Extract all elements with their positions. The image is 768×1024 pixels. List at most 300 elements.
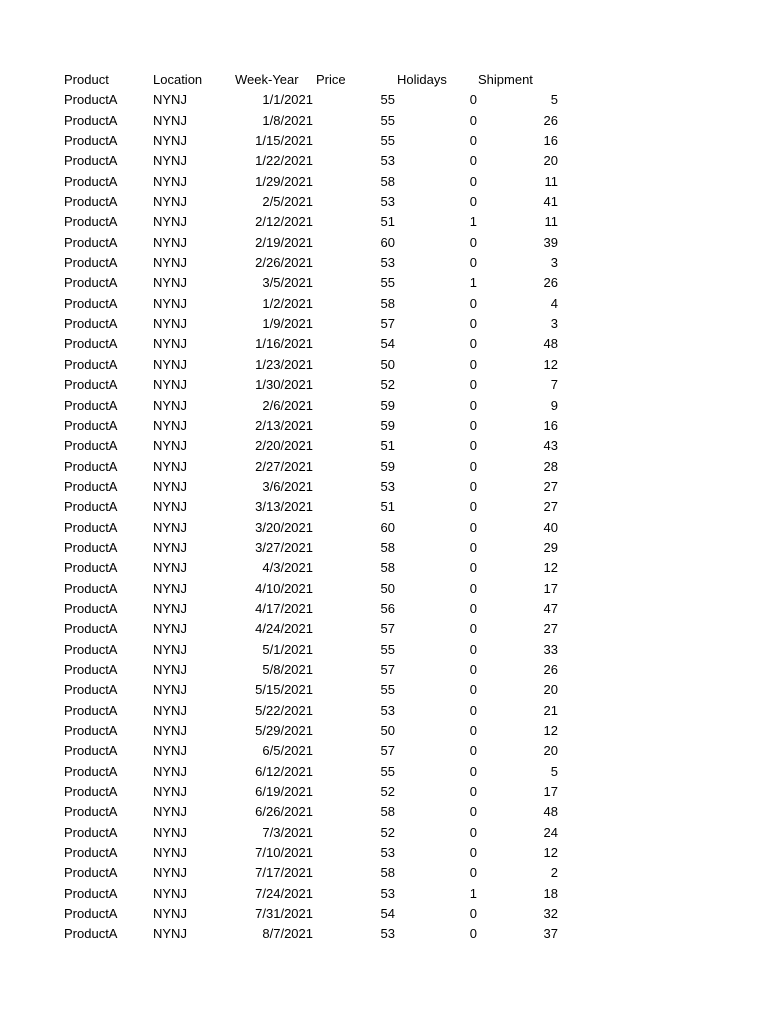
cell-product[interactable]: ProductA <box>64 723 118 738</box>
cell-location[interactable]: NYNJ <box>153 865 187 881</box>
cell-week-year[interactable]: 2/6/2021 <box>262 397 313 413</box>
cell-location[interactable]: NYNJ <box>153 194 187 210</box>
table-row <box>0 762 768 782</box>
cell-location[interactable]: NYNJ <box>153 600 187 616</box>
cell-location[interactable]: NYNJ <box>153 560 187 576</box>
cell-location[interactable]: NYNJ <box>153 438 187 454</box>
header-week-year[interactable]: Week-Year <box>235 72 299 87</box>
cell-price[interactable]: 55 <box>380 92 395 108</box>
cell-price[interactable]: 51 <box>380 438 395 454</box>
cell-price[interactable]: 53 <box>380 885 395 901</box>
cell-location[interactable]: NYNJ <box>153 112 187 128</box>
cell-week-year[interactable]: 6/5/2021 <box>262 743 313 759</box>
cell-shipment[interactable]: 12 <box>543 845 558 861</box>
cell-shipment[interactable]: 3 <box>550 255 558 271</box>
cell-location[interactable]: NYNJ <box>153 356 187 372</box>
cell-holidays[interactable]: 0 <box>469 743 477 759</box>
table-row <box>0 823 768 843</box>
table-row <box>0 843 768 863</box>
cell-holidays[interactable]: 0 <box>469 580 477 596</box>
cell-location[interactable]: NYNJ <box>153 580 187 596</box>
cell-shipment[interactable]: 20 <box>543 153 558 169</box>
cell-week-year[interactable]: 3/20/2021 <box>255 519 313 535</box>
cell-product[interactable]: ProductA <box>64 458 118 474</box>
table-row <box>0 212 768 232</box>
cell-product[interactable]: ProductA <box>64 214 118 230</box>
cell-location[interactable]: NYNJ <box>153 743 187 759</box>
cell-product[interactable]: ProductA <box>64 234 118 250</box>
cell-location[interactable]: NYNJ <box>153 906 187 922</box>
cell-product[interactable]: ProductA <box>64 906 118 922</box>
cell-week-year[interactable]: 1/1/2021 <box>262 92 313 108</box>
cell-price[interactable]: 53 <box>380 153 395 169</box>
table-row <box>0 457 768 477</box>
cell-product[interactable]: ProductA <box>64 845 118 861</box>
cell-shipment[interactable]: 7 <box>550 377 558 393</box>
table-row <box>0 660 768 680</box>
cell-product[interactable]: ProductA <box>64 560 118 576</box>
cell-product[interactable]: ProductA <box>64 133 118 149</box>
table-row <box>0 599 768 619</box>
cell-price[interactable]: 58 <box>380 804 395 820</box>
cell-week-year[interactable]: 2/12/2021 <box>255 214 313 230</box>
cell-holidays[interactable]: 0 <box>469 519 477 535</box>
cell-location[interactable]: NYNJ <box>153 275 187 291</box>
cell-price[interactable]: 53 <box>380 194 395 210</box>
cell-location[interactable]: NYNJ <box>153 377 187 393</box>
table-row <box>0 192 768 212</box>
cell-week-year[interactable]: 7/17/2021 <box>255 865 313 881</box>
cell-shipment[interactable]: 16 <box>543 417 558 433</box>
cell-product[interactable]: ProductA <box>64 865 118 881</box>
cell-shipment[interactable]: 27 <box>543 621 558 637</box>
cell-week-year[interactable]: 1/2/2021 <box>262 295 313 311</box>
cell-holidays[interactable]: 0 <box>469 600 477 616</box>
cell-product[interactable]: ProductA <box>64 539 118 555</box>
cell-product[interactable]: ProductA <box>64 194 118 210</box>
table-row <box>0 111 768 131</box>
cell-product[interactable]: ProductA <box>64 255 118 271</box>
cell-price[interactable]: 50 <box>380 723 395 738</box>
cell-holidays[interactable]: 0 <box>469 621 477 637</box>
cell-location[interactable]: NYNJ <box>153 499 187 515</box>
cell-week-year[interactable]: 7/3/2021 <box>262 824 313 840</box>
cell-holidays[interactable]: 0 <box>469 702 477 718</box>
cell-product[interactable]: ProductA <box>64 702 118 718</box>
cell-shipment[interactable]: 3 <box>550 316 558 332</box>
cell-product[interactable]: ProductA <box>64 743 118 759</box>
cell-location[interactable]: NYNJ <box>153 539 187 555</box>
cell-week-year[interactable]: 1/23/2021 <box>255 356 313 372</box>
cell-shipment[interactable]: 20 <box>543 743 558 759</box>
cell-price[interactable]: 60 <box>380 519 395 535</box>
table-row <box>0 680 768 700</box>
cell-product[interactable]: ProductA <box>64 641 118 657</box>
cell-week-year[interactable]: 4/17/2021 <box>255 600 313 616</box>
cell-shipment[interactable]: 5 <box>550 763 558 779</box>
cell-product[interactable]: ProductA <box>64 92 118 108</box>
cell-product[interactable]: ProductA <box>64 438 118 454</box>
cell-week-year[interactable]: 3/13/2021 <box>255 499 313 515</box>
table-row <box>0 151 768 171</box>
cell-price[interactable]: 55 <box>380 682 395 698</box>
cell-shipment[interactable]: 37 <box>543 926 558 942</box>
header-product[interactable]: Product <box>64 72 109 87</box>
table-body <box>0 90 768 944</box>
cell-location[interactable]: NYNJ <box>153 702 187 718</box>
cell-price[interactable]: 53 <box>380 478 395 494</box>
table-row <box>0 90 768 110</box>
cell-week-year[interactable]: 1/29/2021 <box>255 173 313 189</box>
table-row <box>0 253 768 273</box>
cell-product[interactable]: ProductA <box>64 600 118 616</box>
cell-location[interactable]: NYNJ <box>153 417 187 433</box>
cell-shipment[interactable]: 32 <box>543 906 558 922</box>
cell-holidays[interactable]: 0 <box>469 499 477 515</box>
cell-shipment[interactable]: 27 <box>543 499 558 515</box>
cell-shipment[interactable]: 28 <box>543 458 558 474</box>
cell-price[interactable]: 52 <box>380 784 395 800</box>
cell-holidays[interactable]: 0 <box>469 845 477 861</box>
cell-shipment[interactable]: 21 <box>543 702 558 718</box>
header-holidays[interactable]: Holidays <box>397 72 447 87</box>
table-row <box>0 172 768 192</box>
cell-holidays[interactable]: 0 <box>469 295 477 311</box>
table-row <box>0 538 768 558</box>
cell-holidays[interactable]: 1 <box>469 275 477 291</box>
cell-product[interactable]: ProductA <box>64 295 118 311</box>
header-price[interactable]: Price <box>316 72 346 87</box>
cell-price[interactable]: 51 <box>380 214 395 230</box>
cell-shipment[interactable]: 33 <box>543 641 558 657</box>
cell-week-year[interactable]: 1/8/2021 <box>262 112 313 128</box>
cell-location[interactable]: NYNJ <box>153 784 187 800</box>
table-row <box>0 375 768 395</box>
cell-location[interactable]: NYNJ <box>153 478 187 494</box>
table-row <box>0 314 768 334</box>
table-row <box>0 294 768 314</box>
table-row <box>0 558 768 578</box>
cell-price[interactable]: 56 <box>380 600 395 616</box>
cell-price[interactable]: 59 <box>380 397 395 413</box>
cell-price[interactable]: 57 <box>380 661 395 677</box>
cell-price[interactable]: 53 <box>380 702 395 718</box>
table-row <box>0 741 768 761</box>
cell-week-year[interactable]: 2/20/2021 <box>255 438 313 454</box>
cell-product[interactable]: ProductA <box>64 356 118 372</box>
cell-price[interactable]: 58 <box>380 865 395 881</box>
cell-price[interactable]: 57 <box>380 316 395 332</box>
cell-holidays[interactable]: 0 <box>469 316 477 332</box>
cell-product[interactable]: ProductA <box>64 763 118 779</box>
cell-product[interactable]: ProductA <box>64 173 118 189</box>
table-row <box>0 436 768 456</box>
cell-holidays[interactable]: 0 <box>469 763 477 779</box>
cell-price[interactable]: 52 <box>380 377 395 393</box>
cell-holidays[interactable]: 0 <box>469 438 477 454</box>
cell-location[interactable]: NYNJ <box>153 316 187 332</box>
cell-holidays[interactable]: 0 <box>469 194 477 210</box>
cell-holidays[interactable]: 0 <box>469 458 477 474</box>
cell-holidays[interactable]: 0 <box>469 234 477 250</box>
cell-holidays[interactable]: 0 <box>469 824 477 840</box>
cell-price[interactable]: 57 <box>380 621 395 637</box>
cell-location[interactable]: NYNJ <box>153 173 187 189</box>
cell-holidays[interactable]: 0 <box>469 865 477 881</box>
cell-price[interactable]: 53 <box>380 845 395 861</box>
cell-price[interactable]: 59 <box>380 417 395 433</box>
cell-week-year[interactable]: 6/19/2021 <box>255 784 313 800</box>
cell-location[interactable]: NYNJ <box>153 824 187 840</box>
cell-location[interactable]: NYNJ <box>153 214 187 230</box>
cell-price[interactable]: 55 <box>380 275 395 291</box>
cell-holidays[interactable]: 0 <box>469 153 477 169</box>
cell-holidays[interactable]: 0 <box>469 133 477 149</box>
cell-location[interactable]: NYNJ <box>153 133 187 149</box>
cell-holidays[interactable]: 0 <box>469 804 477 820</box>
cell-week-year[interactable]: 6/12/2021 <box>255 763 313 779</box>
cell-location[interactable]: NYNJ <box>153 621 187 637</box>
cell-product[interactable]: ProductA <box>64 397 118 413</box>
cell-product[interactable]: ProductA <box>64 316 118 332</box>
cell-location[interactable]: NYNJ <box>153 682 187 698</box>
cell-shipment[interactable]: 27 <box>543 478 558 494</box>
table-row <box>0 802 768 822</box>
cell-week-year[interactable]: 4/24/2021 <box>255 621 313 637</box>
cell-shipment[interactable]: 48 <box>543 336 558 352</box>
table-row <box>0 273 768 293</box>
cell-week-year[interactable]: 5/1/2021 <box>262 641 313 657</box>
header-location[interactable]: Location <box>153 72 203 87</box>
cell-product[interactable]: ProductA <box>64 926 118 942</box>
table-row <box>0 640 768 660</box>
cell-week-year[interactable]: 2/26/2021 <box>255 255 313 271</box>
cell-week-year[interactable]: 7/24/2021 <box>255 885 313 901</box>
cell-product[interactable]: ProductA <box>64 499 118 515</box>
cell-price[interactable]: 55 <box>380 763 395 779</box>
cell-shipment[interactable]: 39 <box>543 234 558 250</box>
table-row <box>0 131 768 151</box>
cell-holidays[interactable]: 0 <box>469 906 477 922</box>
cell-price[interactable]: 50 <box>380 356 395 372</box>
cell-week-year[interactable]: 8/7/2021 <box>262 926 313 942</box>
cell-price[interactable]: 59 <box>380 458 395 474</box>
table-row <box>0 884 768 904</box>
cell-week-year[interactable]: 1/16/2021 <box>255 336 313 352</box>
cell-shipment[interactable]: 40 <box>543 519 558 535</box>
cell-holidays[interactable]: 0 <box>469 641 477 657</box>
table-row <box>0 579 768 599</box>
cell-week-year[interactable]: 2/5/2021 <box>262 194 313 210</box>
cell-week-year[interactable]: 1/15/2021 <box>255 133 313 149</box>
cell-location[interactable]: NYNJ <box>153 661 187 677</box>
cell-shipment[interactable]: 11 <box>544 214 558 230</box>
table-row <box>0 416 768 436</box>
cell-holidays[interactable]: 0 <box>469 539 477 555</box>
cell-week-year[interactable]: 5/15/2021 <box>255 682 313 698</box>
cell-holidays[interactable]: 0 <box>469 255 477 271</box>
cell-week-year[interactable]: 5/29/2021 <box>255 723 313 738</box>
cell-price[interactable]: 55 <box>380 133 395 149</box>
cell-shipment[interactable]: 18 <box>543 885 558 901</box>
table-row <box>0 701 768 721</box>
cell-holidays[interactable]: 0 <box>469 682 477 698</box>
spreadsheet-table <box>0 70 768 945</box>
cell-week-year[interactable]: 5/22/2021 <box>255 702 313 718</box>
cell-price[interactable]: 50 <box>380 580 395 596</box>
cell-price[interactable]: 52 <box>380 824 395 840</box>
cell-holidays[interactable]: 0 <box>469 723 477 738</box>
cell-shipment[interactable]: 17 <box>543 580 558 596</box>
table-row <box>0 233 768 253</box>
cell-location[interactable]: NYNJ <box>153 519 187 535</box>
cell-location[interactable]: NYNJ <box>153 723 187 738</box>
cell-product[interactable]: ProductA <box>64 478 118 494</box>
table-row <box>0 334 768 354</box>
cell-price[interactable]: 51 <box>380 499 395 515</box>
cell-product[interactable]: ProductA <box>64 275 118 291</box>
cell-shipment[interactable]: 48 <box>543 804 558 820</box>
cell-shipment[interactable]: 43 <box>543 438 558 454</box>
cell-shipment[interactable]: 26 <box>543 275 558 291</box>
cell-shipment[interactable]: 24 <box>543 824 558 840</box>
table-row <box>0 396 768 416</box>
cell-week-year[interactable]: 1/9/2021 <box>262 316 313 332</box>
cell-shipment[interactable]: 9 <box>550 397 558 413</box>
cell-location[interactable]: NYNJ <box>153 845 187 861</box>
cell-product[interactable]: ProductA <box>64 682 118 698</box>
cell-product[interactable]: ProductA <box>64 580 118 596</box>
cell-shipment[interactable]: 16 <box>543 133 558 149</box>
cell-holidays[interactable]: 0 <box>469 173 477 189</box>
cell-week-year[interactable]: 2/19/2021 <box>255 234 313 250</box>
cell-location[interactable]: NYNJ <box>153 458 187 474</box>
cell-location[interactable]: NYNJ <box>153 336 187 352</box>
cell-shipment[interactable]: 12 <box>543 356 558 372</box>
cell-price[interactable]: 55 <box>380 112 395 128</box>
cell-price[interactable]: 55 <box>380 641 395 657</box>
cell-price[interactable]: 53 <box>380 926 395 942</box>
cell-shipment[interactable]: 26 <box>543 661 558 677</box>
cell-week-year[interactable]: 7/10/2021 <box>255 845 313 861</box>
cell-shipment[interactable]: 12 <box>543 723 558 738</box>
table-row <box>0 721 768 741</box>
cell-location[interactable]: NYNJ <box>153 804 187 820</box>
cell-price[interactable]: 58 <box>380 539 395 555</box>
cell-shipment[interactable]: 17 <box>543 784 558 800</box>
table-row <box>0 863 768 883</box>
table-row <box>0 924 768 944</box>
cell-holidays[interactable]: 0 <box>469 336 477 352</box>
cell-product[interactable]: ProductA <box>64 824 118 840</box>
cell-week-year[interactable]: 6/26/2021 <box>255 804 313 820</box>
cell-week-year[interactable]: 5/8/2021 <box>262 661 313 677</box>
cell-holidays[interactable]: 0 <box>469 397 477 413</box>
cell-holidays[interactable]: 0 <box>469 377 477 393</box>
cell-product[interactable]: ProductA <box>64 661 118 677</box>
cell-product[interactable]: ProductA <box>64 784 118 800</box>
cell-price[interactable]: 58 <box>380 560 395 576</box>
cell-holidays[interactable]: 1 <box>469 214 477 230</box>
cell-shipment[interactable]: 47 <box>543 600 558 616</box>
cell-price[interactable]: 58 <box>380 295 395 311</box>
cell-holidays[interactable]: 0 <box>469 784 477 800</box>
cell-product[interactable]: ProductA <box>64 885 118 901</box>
header-shipment[interactable]: Shipment <box>478 72 533 87</box>
cell-product[interactable]: ProductA <box>64 336 118 352</box>
cell-shipment[interactable]: 12 <box>543 560 558 576</box>
cell-week-year[interactable]: 1/22/2021 <box>255 153 313 169</box>
cell-product[interactable]: ProductA <box>64 153 118 169</box>
table-row <box>0 477 768 497</box>
cell-shipment[interactable]: 11 <box>544 173 558 189</box>
cell-shipment[interactable]: 29 <box>543 539 558 555</box>
cell-product[interactable]: ProductA <box>64 519 118 535</box>
cell-location[interactable]: NYNJ <box>153 234 187 250</box>
cell-location[interactable]: NYNJ <box>153 926 187 942</box>
cell-price[interactable]: 60 <box>380 234 395 250</box>
cell-product[interactable]: ProductA <box>64 112 118 128</box>
cell-week-year[interactable]: 3/6/2021 <box>262 478 313 494</box>
cell-price[interactable]: 57 <box>380 743 395 759</box>
cell-shipment[interactable]: 5 <box>550 92 558 108</box>
cell-location[interactable]: NYNJ <box>153 641 187 657</box>
cell-week-year[interactable]: 1/30/2021 <box>255 377 313 393</box>
cell-shipment[interactable]: 4 <box>550 295 558 311</box>
cell-week-year[interactable]: 2/13/2021 <box>255 417 313 433</box>
cell-holidays[interactable]: 0 <box>469 926 477 942</box>
cell-product[interactable]: ProductA <box>64 417 118 433</box>
table-row <box>0 355 768 375</box>
cell-price[interactable]: 53 <box>380 255 395 271</box>
cell-price[interactable]: 54 <box>380 906 395 922</box>
cell-week-year[interactable]: 4/3/2021 <box>262 560 313 576</box>
cell-location[interactable]: NYNJ <box>153 763 187 779</box>
cell-holidays[interactable]: 0 <box>469 356 477 372</box>
cell-week-year[interactable]: 3/27/2021 <box>255 539 313 555</box>
cell-location[interactable]: NYNJ <box>153 92 187 108</box>
cell-holidays[interactable]: 0 <box>469 112 477 128</box>
cell-location[interactable]: NYNJ <box>153 397 187 413</box>
cell-holidays[interactable]: 0 <box>469 92 477 108</box>
cell-week-year[interactable]: 4/10/2021 <box>255 580 313 596</box>
cell-product[interactable]: ProductA <box>64 621 118 637</box>
cell-shipment[interactable]: 2 <box>550 865 558 881</box>
cell-week-year[interactable]: 2/27/2021 <box>255 458 313 474</box>
cell-holidays[interactable]: 0 <box>469 661 477 677</box>
cell-price[interactable]: 58 <box>380 173 395 189</box>
cell-location[interactable]: NYNJ <box>153 153 187 169</box>
table-row <box>0 904 768 924</box>
cell-location[interactable]: NYNJ <box>153 295 187 311</box>
cell-holidays[interactable]: 1 <box>469 885 477 901</box>
cell-week-year[interactable]: 3/5/2021 <box>262 275 313 291</box>
cell-shipment[interactable]: 41 <box>543 194 558 210</box>
cell-location[interactable]: NYNJ <box>153 885 187 901</box>
cell-product[interactable]: ProductA <box>64 377 118 393</box>
cell-location[interactable]: NYNJ <box>153 255 187 271</box>
cell-price[interactable]: 54 <box>380 336 395 352</box>
cell-holidays[interactable]: 0 <box>469 478 477 494</box>
cell-holidays[interactable]: 0 <box>469 417 477 433</box>
table-row <box>0 782 768 802</box>
cell-week-year[interactable]: 7/31/2021 <box>255 906 313 922</box>
cell-product[interactable]: ProductA <box>64 804 118 820</box>
cell-shipment[interactable]: 26 <box>543 112 558 128</box>
cell-holidays[interactable]: 0 <box>469 560 477 576</box>
cell-shipment[interactable]: 20 <box>543 682 558 698</box>
table-row <box>0 619 768 639</box>
